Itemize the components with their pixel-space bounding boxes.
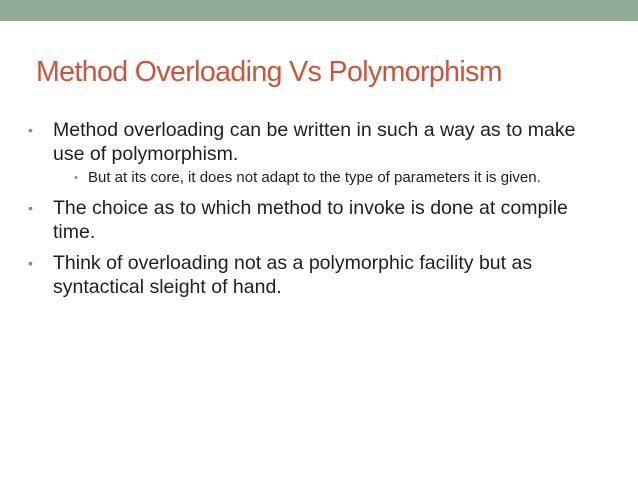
sub-bullet-text: But at its core, it does not adapt to the type of parameters it is given. bbox=[88, 169, 541, 186]
bullet-text: Think of overloading not as a polymorphic facility but as syntactical sleight of hand. bbox=[53, 252, 533, 298]
bullet-icon: • bbox=[28, 255, 33, 271]
slide-title: Method Overloading Vs Polymorphism bbox=[36, 56, 502, 88]
slide-body bbox=[28, 118, 608, 306]
bullet-item bbox=[28, 196, 608, 244]
bullet-icon: • bbox=[28, 122, 33, 138]
sub-bullet-icon: • bbox=[74, 172, 78, 184]
bullet-icon: • bbox=[28, 200, 33, 216]
bullet-item bbox=[28, 118, 608, 188]
bullet-item bbox=[28, 251, 608, 299]
bullet-text: The choice as to which method to invoke is done at compile time. bbox=[53, 197, 568, 243]
bullet-text: Method overloading can be written in such a way as to make use of polymorphism. bbox=[53, 119, 576, 165]
top-accent-bar bbox=[0, 0, 638, 21]
sub-bullet-item bbox=[53, 168, 608, 188]
